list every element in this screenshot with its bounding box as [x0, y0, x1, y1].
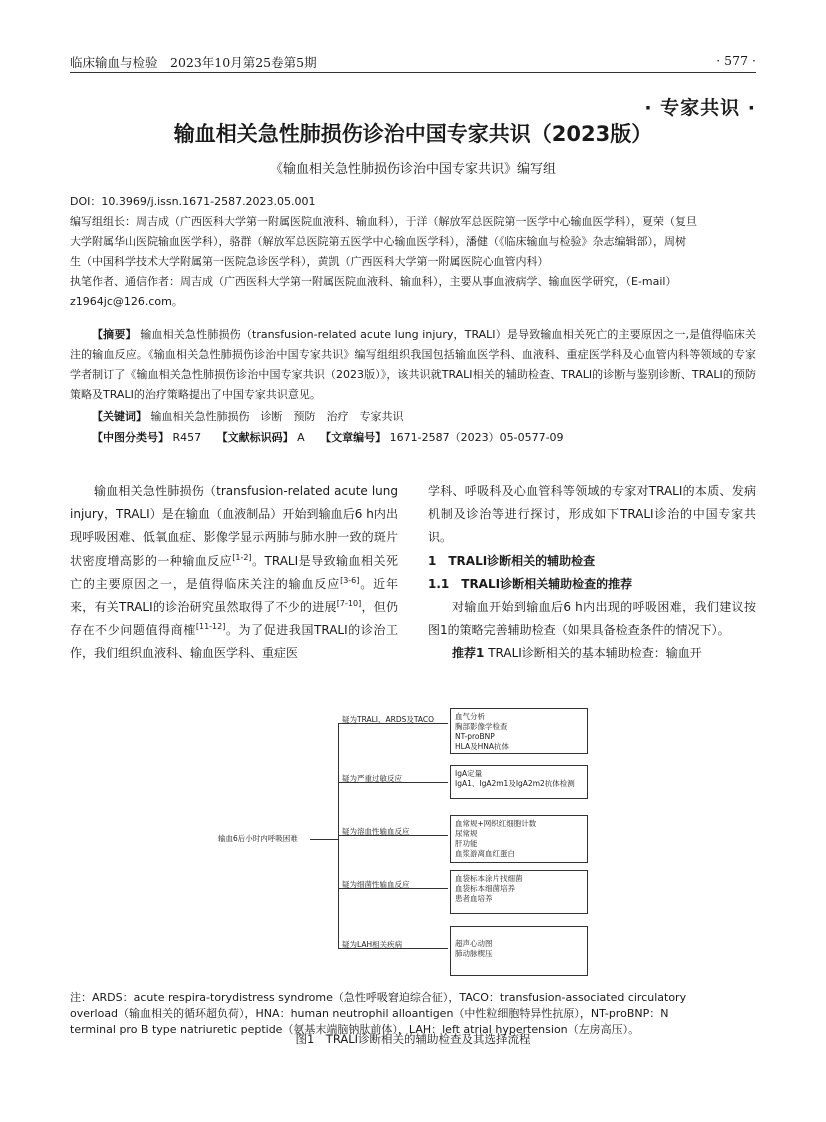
- leaders-line-1: 编写组组长：周吉成（广西医科大学第一附属医院血液科、输血科），于洋（解放军总医院第一医学中心输血医学科），夏荣（复旦: [70, 215, 697, 228]
- figure-note-line: overload（输血相关的循环超负荷），HNA：human neutrophil alloantigen（中性粒细胞特异性抗原），NT-proBNP：N: [70, 1007, 669, 1020]
- recommendation-label: 推荐1: [452, 646, 485, 661]
- test-item: IgA定量: [455, 769, 483, 778]
- keywords: [70, 408, 778, 424]
- test-item: 血袋标本细菌培养: [455, 884, 515, 893]
- branch-hemolytic-tests: [450, 815, 588, 863]
- doc-code-label: 【文献标识码】: [216, 431, 294, 444]
- branch-bacterial-tests: [450, 870, 588, 914]
- test-item: NT-proBNP: [455, 732, 495, 741]
- branch-allergy-label: 疑为严重过敏反应: [342, 774, 402, 783]
- branch-lah-tests: [450, 926, 588, 976]
- test-item: 血袋标本涂片找细菌: [455, 874, 523, 883]
- abstract: [70, 325, 756, 405]
- recommendation-1: [428, 642, 756, 665]
- intro-text-b: 。TRALI是导致输血相关死亡的主要原因之一，是值得临床关注的输血反应: [70, 553, 398, 591]
- citation-ref: [11-12]: [195, 622, 226, 632]
- clc-value: R457: [172, 431, 202, 444]
- flow-connector: [310, 839, 338, 840]
- test-item: IgA1、IgA2m1及IgA2m2抗体检测: [455, 779, 575, 788]
- leaders-line-2: 大学附属华山医院输血医学科），骆群（解放军总医院第五医学中心输血医学科），潘健（《临床输血与检验》杂志编辑部），周树: [70, 235, 686, 248]
- abstract-label: 【摘要】: [92, 328, 137, 341]
- citation-ref: [7-10]: [336, 599, 362, 609]
- test-item: 血气分析: [455, 712, 485, 721]
- branch-lah-label: 疑为LAH相关疾病: [342, 940, 403, 949]
- intro-text-c: 。近年来，有关TRALI的诊治研究虽然取得了不少的进展: [70, 576, 398, 615]
- journal-header: 临床输血与检验 2023年10月第25卷第5期: [70, 55, 317, 70]
- test-item: 血常规+网织红细胞计数: [455, 819, 537, 828]
- doc-code-value: A: [297, 431, 305, 444]
- clc-label: 【中图分类号】: [92, 431, 169, 444]
- recommendation-text: TRALI诊断相关的基本辅助检查：输血开: [488, 646, 702, 661]
- branch-trali-label: 疑为TRALI、ARDS及TACO: [342, 715, 435, 724]
- test-item: 肺动脉楔压: [455, 949, 493, 958]
- page-number: · 577 ·: [716, 53, 756, 68]
- figure-note-line: terminal pro B type natriuretic peptide（氨基末端脑钠肽前体），LAH：left atrial hypertension（左房高压）。: [70, 1023, 640, 1036]
- citation-ref: [1-2]: [232, 552, 252, 562]
- leaders-line-3: 生（中国科学技术大学附属第一医院急诊医学科），黄凯（广西医科大学第一附属医院心血管内科）: [70, 255, 549, 268]
- author-line-1: 执笔作者、通信作者：周吉成（广西医科大学第一附属医院血液科、输血科），主要从事血液病学、输血医学研究，（E-mail）: [70, 275, 677, 288]
- section-tag: · 专家共识 ·: [644, 97, 756, 119]
- classification: [70, 429, 778, 445]
- keywords-text: 输血相关急性肺损伤 诊断 预防 治疗 专家共识: [150, 410, 404, 423]
- test-item: HLA及HNA抗体: [455, 742, 510, 751]
- test-item: 尿常规: [455, 829, 478, 838]
- test-item: 患者血培养: [455, 894, 493, 903]
- figure-1-flowchart: [200, 700, 620, 985]
- section-heading-1-1: 1.1 TRALI诊断相关辅助检查的推荐: [428, 576, 633, 591]
- article-title: 输血相关急性肺损伤诊治中国专家共识（2023版）: [173, 122, 653, 146]
- intro-text-d: ，但仍存在不少问题值得商榷: [70, 600, 398, 638]
- intro-text-a: 输血相关急性肺损伤（transfusion-related acute lung injury，TRALI）是在输血（血液制品）开始到输血后6 h内出现呼吸困难、低氧血症、影像学显示两肺与肺水肿一致的斑片状密度增高影的一种输血反应: [70, 484, 398, 568]
- branch-allergy-tests: [450, 765, 588, 799]
- branch-bacterial-label: 疑为细菌性输血反应: [342, 880, 410, 889]
- branch-hemolytic-label: 疑为溶血性输血反应: [342, 827, 410, 836]
- article-number-label: 【文章编号】: [320, 431, 387, 444]
- body-right-column: [428, 480, 756, 666]
- recommendation-intro: 对输血开始到输血后6 h内出现的呼吸困难，我们建议按图1的策略完善辅助检查（如果具备检查条件的情况下）。: [428, 600, 756, 638]
- article-number-value: 1671-2587（2023）05-0577-09: [389, 431, 564, 444]
- intro-paragraph: [70, 480, 398, 666]
- branch-trali-tests: [450, 708, 588, 754]
- keywords-label: 【关键词】: [92, 410, 147, 423]
- figure-caption: 图1 TRALI诊断相关的辅助检查及其选择流程: [295, 1032, 531, 1046]
- test-item: 血浆游离血红蛋白: [455, 849, 515, 858]
- test-item: 肝功能: [455, 839, 478, 848]
- section-heading-1: 1 TRALI诊断相关的辅助检查: [428, 553, 596, 568]
- author-group: 《输血相关急性肺损伤诊治中国专家共识》编写组: [269, 162, 556, 177]
- intro-continuation: 学科、呼吸科及心血管科等领域的专家对TRALI的本质、发病机制及诊治等进行探讨，形成如下TRALI诊治的中国专家共识。: [428, 484, 756, 545]
- intro-text-e: 。为了促进我国TRALI的诊治工作，我们组织血液科、输血医学科、重症医: [70, 623, 398, 661]
- flow-root: 输血6后小时内呼吸困难: [218, 834, 298, 843]
- test-item: 超声心动图: [455, 939, 493, 948]
- citation-ref: [3-6]: [340, 575, 360, 585]
- abstract-text: 输血相关急性肺损伤（transfusion-related acute lung injury，TRALI）是导致输血相关死亡的主要原因之一,是值得临床关注的输血反应。《输血相关急性肺损伤诊治中国专家共识》编写组组织我国包括输血医学科、血液科、重症医学科及心血管内科等领域的专家学者制订了《输血相关急性肺损伤诊治中国专家共识（2023版）》，该共识就TRALI相关的辅助检查、TRALI的诊断与鉴别诊断、TRALI的预防策略及TRALI的治疗策略提出了中国专家共识意见。: [70, 328, 757, 401]
- test-item: 胸部影像学检查: [455, 722, 508, 731]
- figure-note-line: 注：ARDS：acute respira-torydistress syndrome（急性呼吸窘迫综合征），TACO：transfusion-associated circulatory: [70, 991, 687, 1004]
- doi: DOI：10.3969/j.issn.1671-2587.2023.05.001: [70, 195, 316, 208]
- header-rule: [70, 72, 756, 73]
- author-line-2: z1964jc@126.com。: [70, 295, 183, 308]
- body-left-column: [70, 480, 398, 666]
